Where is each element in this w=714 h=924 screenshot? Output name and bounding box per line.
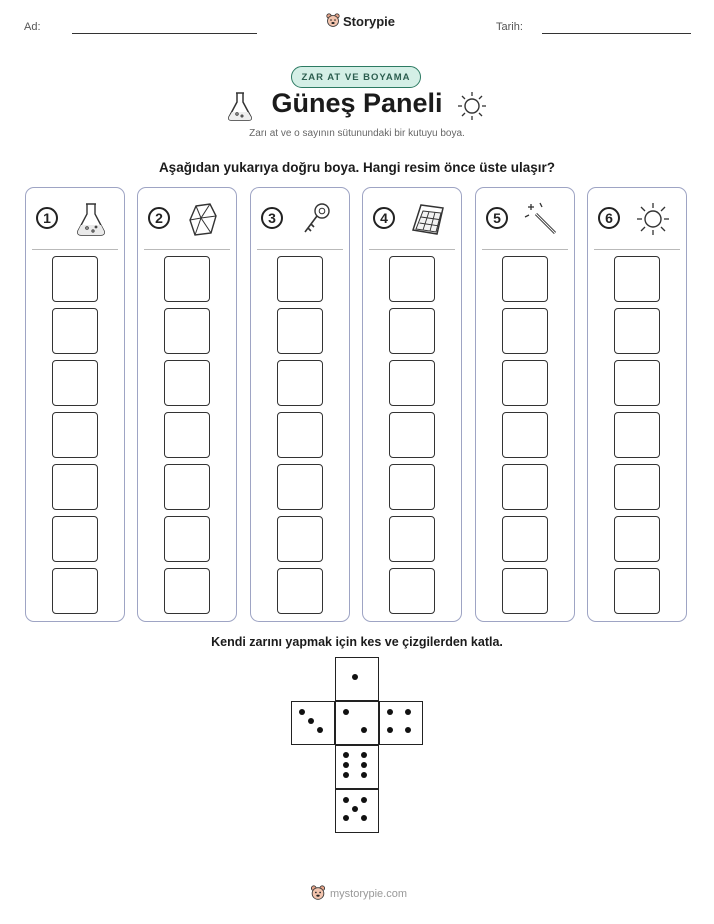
page-title: Güneş Paneli <box>271 88 443 118</box>
sun-icon <box>456 90 488 122</box>
solar-panel-icon <box>409 200 447 238</box>
color-box[interactable] <box>614 568 660 614</box>
color-box[interactable] <box>164 412 210 458</box>
color-box[interactable] <box>52 412 98 458</box>
column-number: 4 <box>373 207 395 229</box>
flask-icon <box>72 200 110 238</box>
column-1 <box>25 187 125 622</box>
color-box[interactable] <box>164 568 210 614</box>
color-box[interactable] <box>52 360 98 406</box>
color-box[interactable] <box>614 412 660 458</box>
die-face-5 <box>335 789 379 833</box>
color-box[interactable] <box>389 256 435 302</box>
color-box[interactable] <box>502 256 548 302</box>
color-box[interactable] <box>164 308 210 354</box>
die-face-4 <box>379 701 423 745</box>
die-face-1 <box>335 657 379 701</box>
column-2 <box>137 187 237 622</box>
color-box[interactable] <box>502 516 548 562</box>
name-line <box>72 33 257 34</box>
color-box[interactable] <box>614 360 660 406</box>
color-box[interactable] <box>277 360 323 406</box>
color-box[interactable] <box>389 568 435 614</box>
color-box[interactable] <box>614 516 660 562</box>
column-number: 6 <box>598 207 620 229</box>
coloring-instruction: Aşağıdan yukarıya doğru boya. Hangi resim önce üste ulaşır? <box>158 160 556 175</box>
color-box[interactable] <box>502 412 548 458</box>
column-number: 1 <box>36 207 58 229</box>
date-label: Tarih: <box>496 21 523 33</box>
key-icon <box>297 200 335 238</box>
date-line <box>542 33 691 34</box>
sun-icon <box>634 200 672 238</box>
color-box[interactable] <box>502 568 548 614</box>
color-box[interactable] <box>52 256 98 302</box>
column-6 <box>587 187 687 622</box>
name-label: Ad: <box>24 21 41 33</box>
color-box[interactable] <box>389 516 435 562</box>
footer <box>310 885 407 902</box>
die-face-6 <box>335 745 379 789</box>
color-box[interactable] <box>502 360 548 406</box>
color-box[interactable] <box>277 308 323 354</box>
color-box[interactable] <box>614 308 660 354</box>
color-box[interactable] <box>52 568 98 614</box>
color-box[interactable] <box>52 464 98 510</box>
color-box[interactable] <box>277 412 323 458</box>
footer-url[interactable]: mystorypie.com <box>330 887 408 900</box>
color-box[interactable] <box>389 360 435 406</box>
color-box[interactable] <box>164 516 210 562</box>
color-box[interactable] <box>614 256 660 302</box>
die-face-2 <box>335 701 379 745</box>
column-4 <box>362 187 462 622</box>
die-instruction: Kendi zarını yapmak için kes ve çizgilerden katla. <box>211 635 503 649</box>
color-box[interactable] <box>389 412 435 458</box>
column-number: 2 <box>148 207 170 229</box>
color-box[interactable] <box>389 464 435 510</box>
column-number: 5 <box>486 207 508 229</box>
column-number: 3 <box>261 207 283 229</box>
brand-logo <box>326 13 395 29</box>
color-box[interactable] <box>52 516 98 562</box>
die-face-3 <box>291 701 335 745</box>
column-5 <box>475 187 575 622</box>
color-box[interactable] <box>277 568 323 614</box>
bear-icon <box>310 885 326 902</box>
color-box[interactable] <box>277 464 323 510</box>
color-box[interactable] <box>502 308 548 354</box>
brand-name: Storypie <box>343 13 396 29</box>
color-box[interactable] <box>502 464 548 510</box>
magic-wand-icon <box>522 200 560 238</box>
activity-badge: ZAR AT VE BOYAMA <box>291 66 421 88</box>
color-box[interactable] <box>389 308 435 354</box>
column-3 <box>250 187 350 622</box>
color-box[interactable] <box>164 464 210 510</box>
subtitle: Zarı at ve o sayının sütunundaki bir kutuyu boya. <box>249 128 465 139</box>
color-box[interactable] <box>277 516 323 562</box>
color-box[interactable] <box>52 308 98 354</box>
color-box[interactable] <box>614 464 660 510</box>
crystal-icon <box>184 200 222 238</box>
color-box[interactable] <box>164 360 210 406</box>
color-box[interactable] <box>164 256 210 302</box>
color-box[interactable] <box>277 256 323 302</box>
bear-icon <box>326 13 340 29</box>
